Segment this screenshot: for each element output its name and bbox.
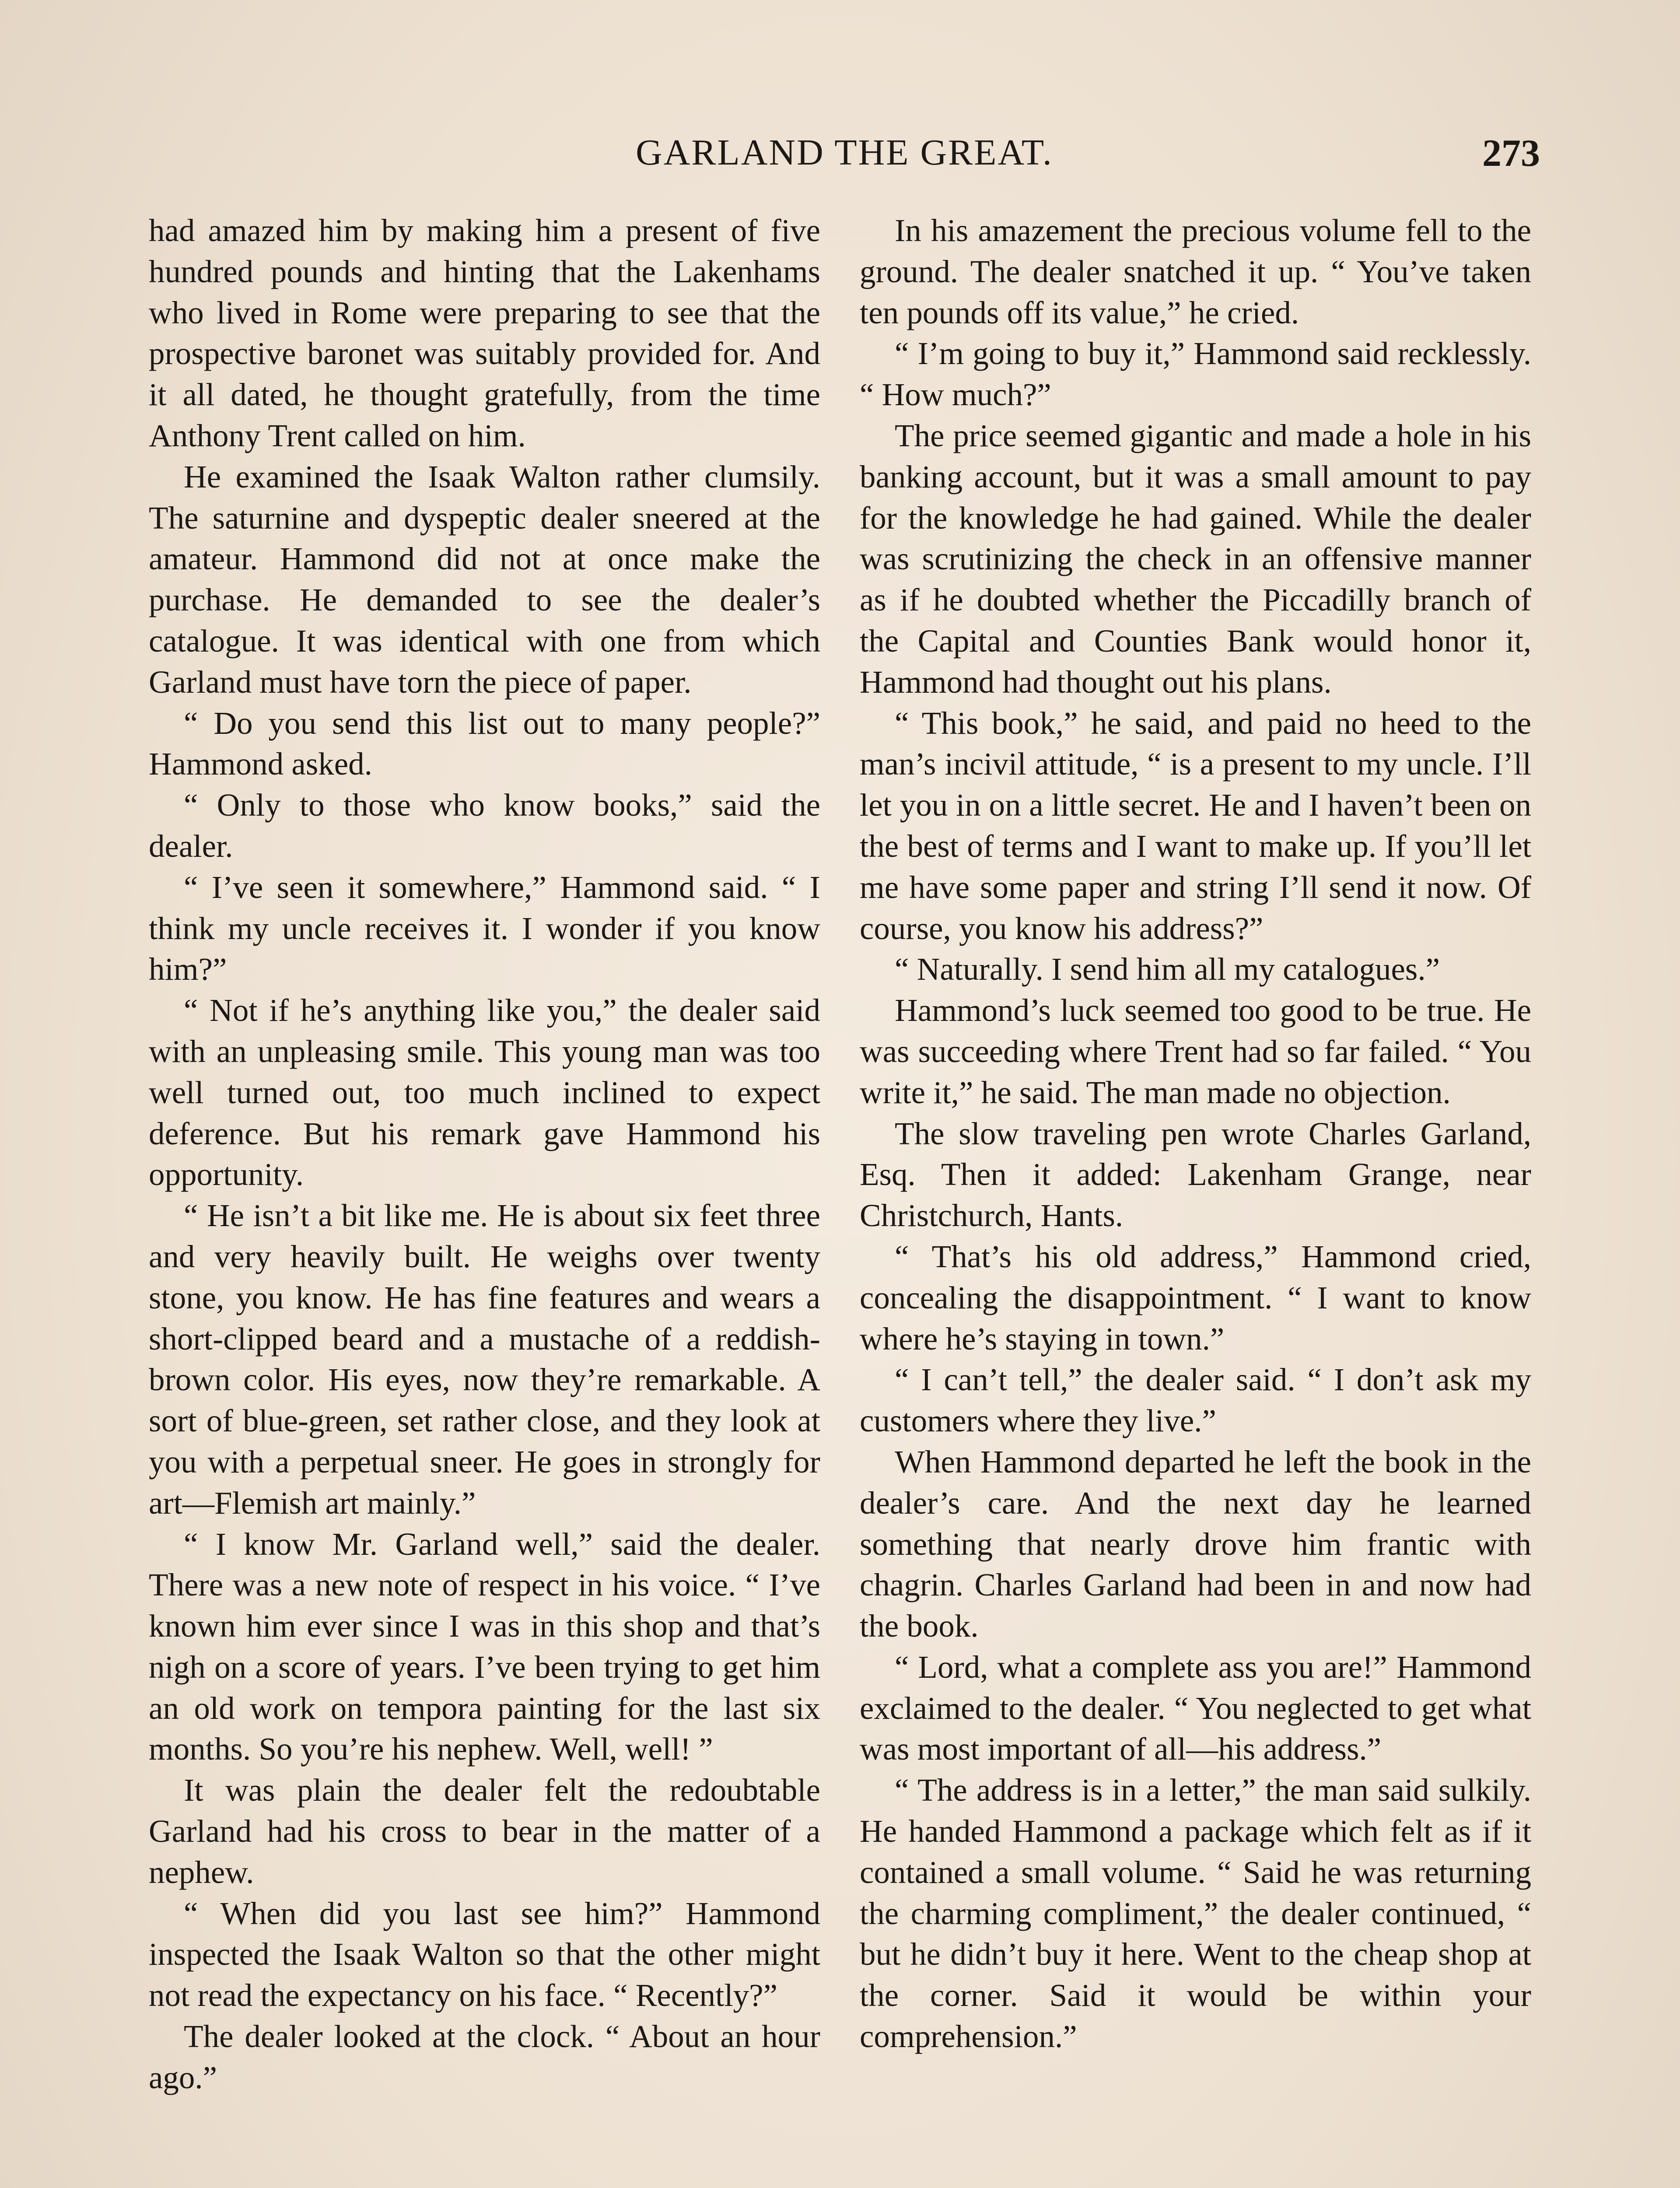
right-text-column bbox=[860, 210, 1531, 2057]
paragraph: He examined the Isaak Walton rather clumsily. The saturnine and dyspeptic dealer sneered at the amateur. Hammond did not at once make the purchase. He demanded to see the dealer’s catalogue. It was identical with one from which Garland must have torn the piece of paper. bbox=[149, 459, 820, 700]
paragraph: “ When did you last see him?” Hammond inspected the Isaak Walton so that the other might not read the expectancy on his face. “ Recently?” bbox=[149, 1895, 820, 2013]
paragraph: “ Do you send this list out to many people?” Hammond asked. bbox=[149, 705, 820, 782]
paragraph: Hammond’s luck seemed too good to be true. He was succeeding where Trent had so far failed. “ You write it,” he said. The man made no objection. bbox=[860, 992, 1531, 1110]
paragraph: It was plain the dealer felt the redoubtable Garland had his cross to bear in the matter of a nephew. bbox=[149, 1772, 820, 1890]
paragraph: “ Only to those who know books,” said the dealer. bbox=[149, 787, 820, 864]
paragraph: “ I’ve seen it somewhere,” Hammond said. “ I think my uncle receives it. I wonder if you know him?” bbox=[149, 869, 820, 987]
left-text-column bbox=[149, 210, 820, 2098]
paragraph: The price seemed gigantic and made a hole in his banking account, but it was a small amount to pay for the knowledge he had gained. While the dealer was scrutinizing the check in an offensive manner as if he doubted whether the Piccadilly branch of the Capital and Counties Bank would honor it, Hammond had thought out his plans. bbox=[860, 417, 1531, 700]
paragraph: The slow traveling pen wrote Charles Garland, Esq. Then it added: Lakenham Grange, near Christchurch, Hants. bbox=[860, 1115, 1531, 1234]
paragraph: “ He isn’t a bit like me. He is about six feet three and very heavily built. He weighs over twenty stone, you know. He has fine features and wears a short-clipped beard and a mustache of a reddish-brown color. His eyes, now they’re remarkable. A sort of blue-green, set rather close, and they look at you with a perpetual sneer. He goes in strongly for art—Flemish art mainly.” bbox=[149, 1198, 820, 1521]
paragraph: “ Naturally. I send him all my catalogues.” bbox=[895, 951, 1440, 987]
paragraph: had amazed him by making him a present of five hundred pounds and hinting that the Lakenhams who lived in Rome were preparing to see that the prospective baronet was suitably provided for. And it all dated, he thought gratefully, from the time Anthony Trent called on him. bbox=[149, 213, 820, 453]
paragraph: In his amazement the precious volume fell to the ground. The dealer snatched it up. “ You’ve taken ten pounds off its value,” he cried. bbox=[860, 213, 1531, 330]
paragraph: “ Not if he’s anything like you,” the dealer said with an unpleasing smile. This young man was too well turned out, too much inclined to expect deference. But his remark gave Hammond his opportunity. bbox=[149, 992, 820, 1192]
paragraph: When Hammond departed he left the book in the dealer’s care. And the next day he learned something that nearly drove him frantic with chagrin. Charles Garland had been in and now had the book. bbox=[860, 1444, 1531, 1644]
running-title: GARLAND THE GREAT. bbox=[636, 132, 1053, 173]
paragraph: “ The address is in a letter,” the man said sulkily. He handed Hammond a package which felt as if it contained a small volume. “ Said he was returning the charming compliment,” the dealer continued, “ but he didn’t buy it here. Went to the cheap shop at the corner. Said it would be within your comprehension.” bbox=[860, 1772, 1531, 2055]
paragraph: The dealer looked at the clock. “ About an hour ago.” bbox=[149, 2019, 820, 2095]
running-head bbox=[149, 131, 1540, 184]
paragraph: “ I know Mr. Garland well,” said the dealer. There was a new note of respect in his voice. “ I’ve known him ever since I was in this shop and that’s nigh on a score of years. I’ve been trying to get him an old work on tempora painting for the last six months. So you’re his nephew. Well, well! ” bbox=[149, 1526, 820, 1767]
paragraph: “ Lord, what a complete ass you are!” Hammond exclaimed to the dealer. “ You neglected to get what was most important of all—his address.” bbox=[860, 1649, 1531, 1767]
paragraph: “ That’s his old address,” Hammond cried, concealing the disappointment. “ I want to know where he’s staying in town.” bbox=[860, 1238, 1531, 1357]
paragraph: “ I can’t tell,” the dealer said. “ I don’t ask my customers where they live.” bbox=[860, 1362, 1531, 1439]
paragraph: “ I’m going to buy it,” Hammond said recklessly. “ How much?” bbox=[860, 336, 1531, 413]
page-number: 273 bbox=[1482, 132, 1540, 175]
paragraph: “ This book,” he said, and paid no heed to the man’s incivil attitude, “ is a present to my uncle. I’ll let you in on a little secret. He and I haven’t been on the best of terms and I want to make up. If you’ll let me have some paper and string I’ll send it now. Of course, you know his address?” bbox=[860, 705, 1531, 946]
